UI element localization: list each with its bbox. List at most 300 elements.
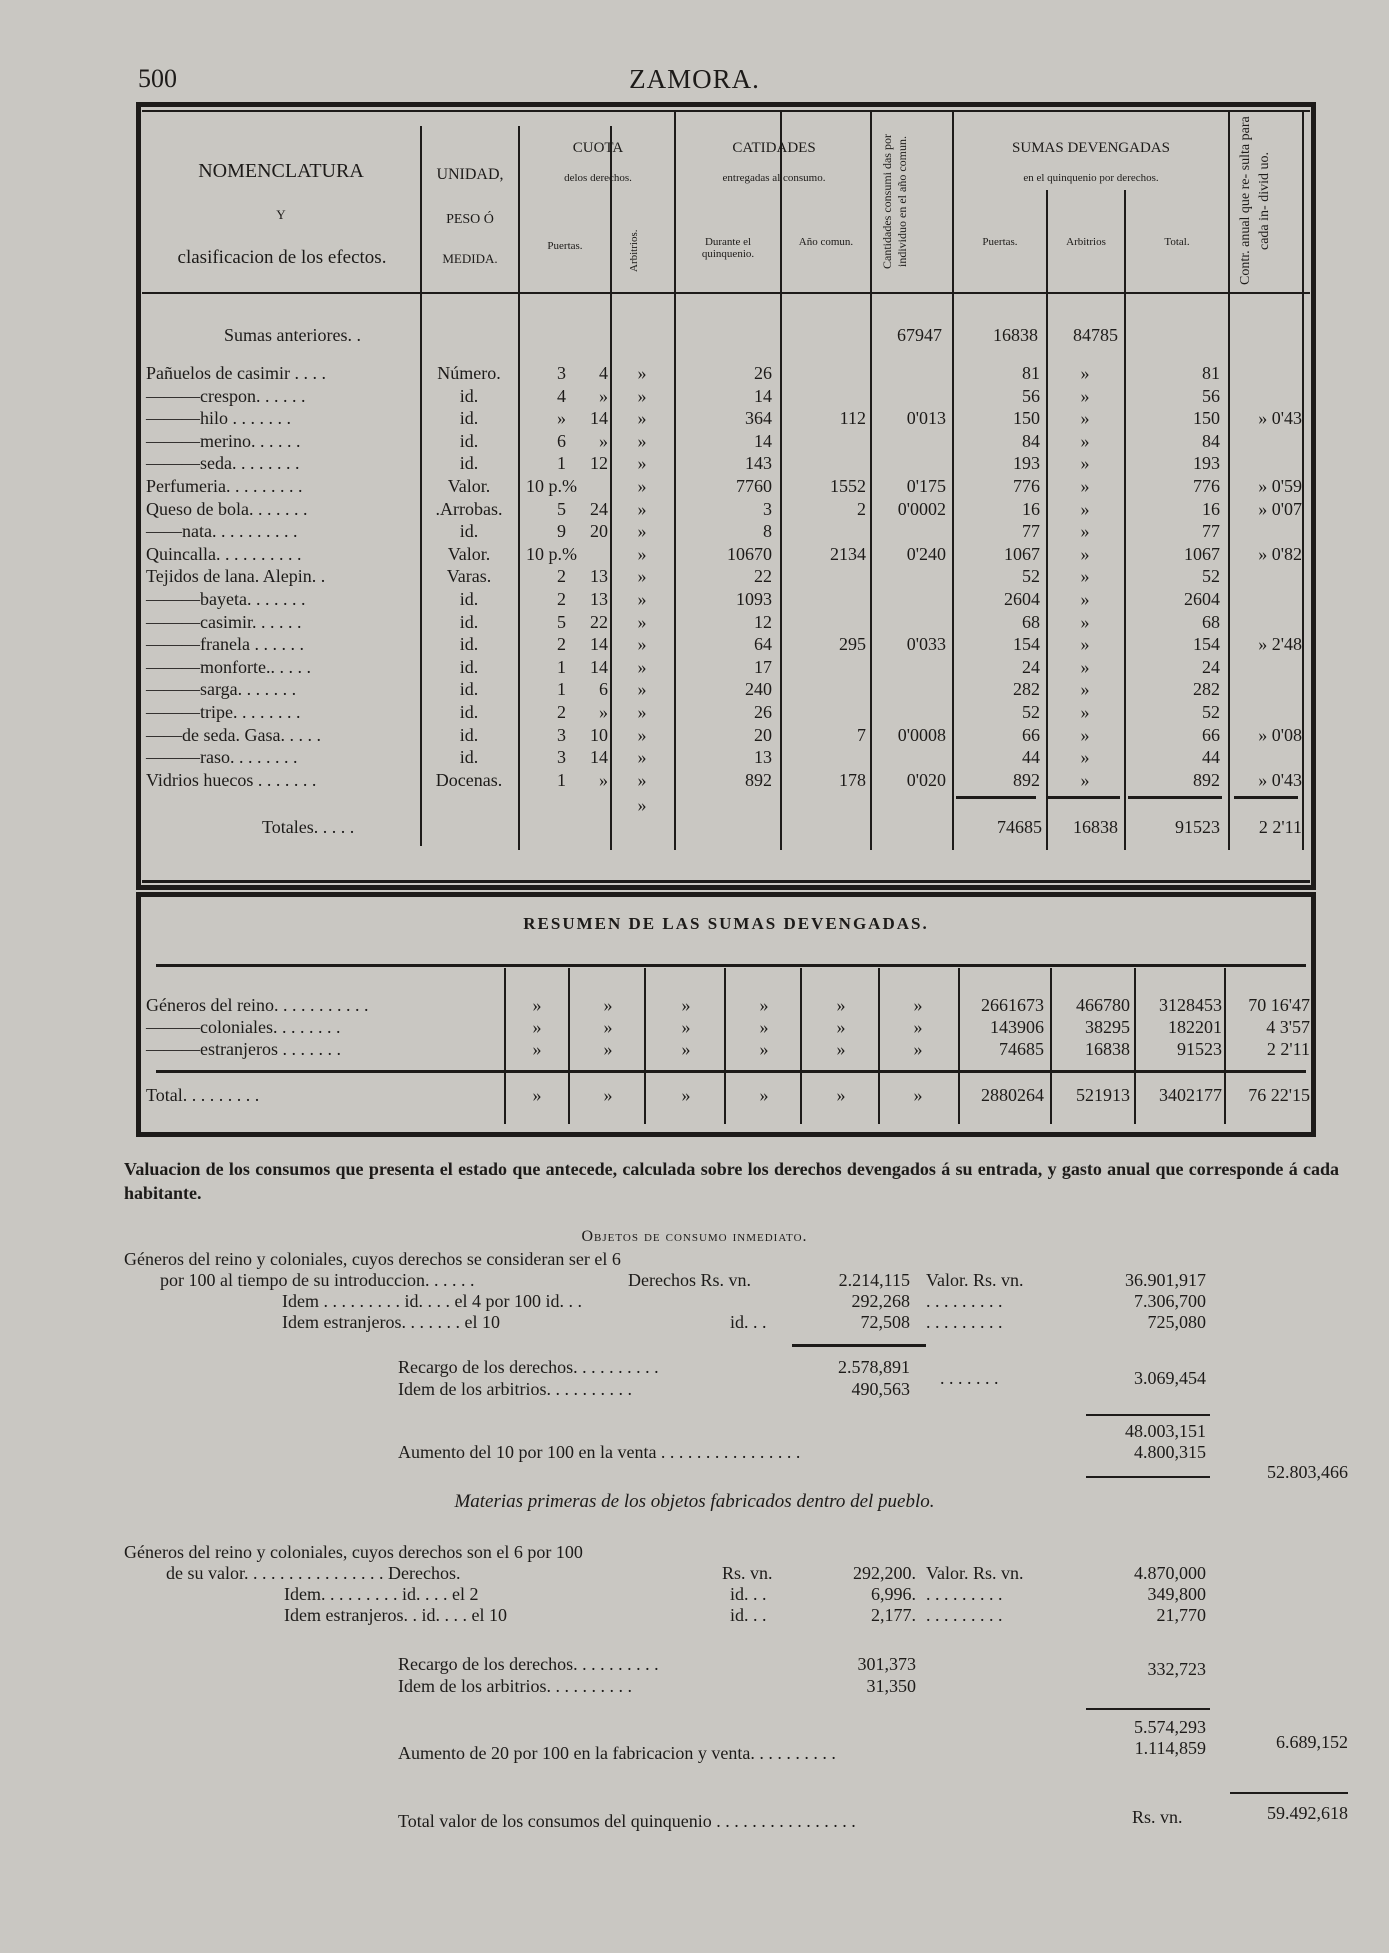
resumen-mark: » xyxy=(759,1039,769,1059)
sumas-anteriores-arbitrios: 84785 xyxy=(1073,325,1118,345)
header-sumas-sub: en el quinquenio por derechos. xyxy=(1023,172,1159,184)
resumen-title: RESUMEN DE LAS SUMAS DEVENGADAS. xyxy=(523,914,929,933)
item-cuota-arbitrios: » xyxy=(637,702,647,722)
item-cuota-arbitrios: » xyxy=(637,611,647,632)
s2-line3-id: id. . . xyxy=(730,1584,767,1604)
s2-final-value: 6.689,152 xyxy=(1276,1732,1348,1752)
item-unit: Valor. xyxy=(447,543,491,564)
total-valor-value: 59.492,618 xyxy=(1267,1803,1348,1823)
resumen-total: 3402177 xyxy=(1159,1085,1222,1105)
item-sumas-total: 24 xyxy=(1202,656,1220,677)
header-peso: PESO Ó xyxy=(446,212,494,227)
s2-line2-valor-value: 4.870,000 xyxy=(1134,1563,1206,1583)
header-durante: Durante el quinquenio. xyxy=(701,236,755,261)
resumen-mark: » xyxy=(836,1039,846,1059)
item-cuota-1: 3 xyxy=(557,724,566,745)
s1-sum-value: 3.069,454 xyxy=(1134,1368,1206,1388)
item-name: ———casimir. . . . . . xyxy=(146,611,302,632)
resumen-row xyxy=(0,1084,1389,1106)
item-cuota-1: 9 xyxy=(557,521,566,542)
item-cuota-1: 2 xyxy=(557,634,566,655)
item-sumas-total: 68 xyxy=(1202,611,1220,632)
item-sumas-puertas: 776 xyxy=(1013,476,1040,496)
s1-line1: Géneros del reino y coloniales, cuyos derechos se consideran ser el 6 xyxy=(124,1249,621,1269)
resumen-puertas: 2880264 xyxy=(981,1085,1044,1105)
resumen-name: Géneros del reino. . . . . . . . . . . xyxy=(146,995,369,1015)
table-row xyxy=(0,656,1389,678)
item-por-individuo: 0'033 xyxy=(906,634,946,655)
s1-line4-label: Idem estranjeros. . . . . . . el 10 xyxy=(282,1312,500,1332)
item-name: Vidrios huecos . . . . . . . xyxy=(146,769,317,790)
resumen-arbitrios: 521913 xyxy=(1076,1085,1130,1105)
s2-line3-label: Idem. . . . . . . . . id. . . . el 2 xyxy=(284,1584,479,1604)
totales-puertas: 74685 xyxy=(997,817,1042,837)
s2-line4-label: Idem estranjeros. . id. . . . el 10 xyxy=(284,1605,507,1625)
item-sumas-arbitrios: » xyxy=(1080,521,1090,542)
s2-recargo-value: 301,373 xyxy=(857,1654,916,1674)
item-quinquenio: 1093 xyxy=(736,589,772,609)
item-quinquenio: 240 xyxy=(745,679,772,700)
item-por-individuo: 0'0002 xyxy=(897,498,946,519)
table-row xyxy=(0,407,1389,429)
item-sumas-arbitrios: » xyxy=(1080,611,1090,632)
item-cuota-arbitrios: » xyxy=(637,589,647,609)
item-unit: id. xyxy=(459,656,479,677)
item-sumas-puertas: 193 xyxy=(1013,453,1040,474)
item-unit: Número. xyxy=(437,363,501,383)
item-sumas-arbitrios: » xyxy=(1080,543,1090,564)
item-unit: id. xyxy=(459,385,479,406)
s1-final-value: 52.803,466 xyxy=(1267,1462,1348,1482)
s1-recargo-value: 2.578,891 xyxy=(838,1357,910,1377)
item-cuota-arbitrios: » xyxy=(637,521,647,542)
item-sumas-total: 193 xyxy=(1193,453,1220,474)
item-sumas-total: 2604 xyxy=(1184,589,1220,609)
item-sumas-puertas: 52 xyxy=(1022,702,1040,722)
s1-arbitrios-value: 490,563 xyxy=(851,1379,910,1399)
item-sumas-total: 52 xyxy=(1202,702,1220,722)
item-cuota-1: 1 xyxy=(557,769,566,790)
resumen-mark: » xyxy=(913,1085,923,1105)
item-unit: Valor. xyxy=(447,476,491,496)
resumen-mark: » xyxy=(913,995,923,1015)
item-name: ———monforte.. . . . . xyxy=(146,656,311,677)
item-sumas-puertas: 52 xyxy=(1022,566,1040,587)
resumen-mark: » xyxy=(836,1085,846,1105)
resumen-row xyxy=(0,1038,1389,1060)
s2-line4-value: 2,177. xyxy=(871,1605,916,1625)
item-sumas-puertas: 81 xyxy=(1022,363,1040,383)
resumen-mark: » xyxy=(836,1017,846,1037)
item-contr: » 0'43 xyxy=(1258,408,1302,429)
item-cuota-arbitrios: » xyxy=(637,476,647,496)
item-sumas-total: 77 xyxy=(1202,521,1220,542)
resumen-arbitrios: 466780 xyxy=(1076,995,1130,1015)
resumen-mark: » xyxy=(759,1017,769,1037)
item-quinquenio: 364 xyxy=(745,408,772,429)
item-unit: .Arrobas. xyxy=(435,498,503,519)
item-unit: Docenas. xyxy=(435,769,503,790)
table-row xyxy=(0,362,1389,384)
header-cuota-puertas: Puertas. xyxy=(547,240,583,252)
item-sumas-total: 66 xyxy=(1202,724,1220,745)
resumen-contr: 70 16'47 xyxy=(1248,995,1310,1015)
s2-aumento-value: 1.114,859 xyxy=(1134,1738,1206,1758)
item-por-individuo: 0'020 xyxy=(906,769,946,790)
item-sumas-total: 16 xyxy=(1202,498,1220,519)
item-sumas-total: 52 xyxy=(1202,566,1220,587)
resumen-mark: » xyxy=(532,1039,542,1059)
item-quinquenio: 14 xyxy=(754,385,772,406)
item-sumas-puertas: 68 xyxy=(1022,611,1040,632)
item-quinquenio: 26 xyxy=(754,363,772,383)
s2-line2-label: de su valor. . . . . . . . . . . . . . . . Derechos. xyxy=(166,1563,461,1583)
header-cantidades-individuo: Cantidades consumi das por individuo en el año comun. xyxy=(880,134,909,270)
item-name: Tejidos de lana. Alepin. . xyxy=(146,566,326,587)
table-row xyxy=(0,701,1389,723)
header-nomenclatura: NOMENCLATURA xyxy=(198,160,364,182)
s1-recargo-label: Recargo de los derechos. . . . . . . . . . xyxy=(398,1357,659,1377)
item-quinquenio: 22 xyxy=(754,566,772,587)
section1-title: Objetos de consumo inmediato. xyxy=(581,1228,808,1245)
item-cuota-1: 3 xyxy=(557,363,566,383)
item-cuota-1: 1 xyxy=(557,453,566,474)
item-sumas-puertas: 1067 xyxy=(1004,543,1040,564)
item-unit: id. xyxy=(459,430,479,451)
resumen-mark: » xyxy=(532,995,542,1015)
item-unit: id. xyxy=(459,521,479,542)
table-row xyxy=(0,498,1389,520)
s1-aumento-value: 4.800,315 xyxy=(1134,1442,1206,1462)
resumen-mark: » xyxy=(681,1039,691,1059)
resumen-row xyxy=(0,994,1389,1016)
item-quinquenio: 13 xyxy=(754,747,772,768)
item-ano-comun: 2134 xyxy=(830,543,866,564)
item-cuota-arbitrios: » xyxy=(637,634,647,655)
table-row xyxy=(0,746,1389,768)
item-cuota-arbitrios: » xyxy=(637,408,647,429)
item-quinquenio: 64 xyxy=(754,634,772,655)
s1-line3-dots: . . . . . . . . . xyxy=(926,1291,1003,1311)
s1-arbitrios-label: Idem de los arbitrios. . . . . . . . . . xyxy=(398,1379,632,1399)
table-row xyxy=(0,611,1389,633)
item-sumas-arbitrios: » xyxy=(1080,656,1090,677)
header-cuota-sub: delos derechos. xyxy=(564,172,632,184)
item-unit: id. xyxy=(459,611,479,632)
s1-line3-value: 292,268 xyxy=(851,1291,910,1311)
item-quinquenio: 7760 xyxy=(736,476,772,496)
s2-aumento-label: Aumento de 20 por 100 en la fabricacion y venta. . . . . . . . . . xyxy=(398,1743,836,1763)
item-sumas-arbitrios: » xyxy=(1080,476,1090,496)
item-cuota-arbitrios: » xyxy=(637,656,647,677)
s1-line2-valor: Valor. Rs. vn. xyxy=(926,1270,1024,1290)
item-cuota-1: 5 xyxy=(557,498,566,519)
item-cuota-2: » xyxy=(599,385,608,406)
item-cuota-1: 6 xyxy=(557,430,566,451)
item-sumas-puertas: 282 xyxy=(1013,679,1040,700)
resumen-mark: » xyxy=(681,1017,691,1037)
item-sumas-puertas: 56 xyxy=(1022,385,1040,406)
s2-line1: Géneros del reino y coloniales, cuyos derechos son el 6 por 100 xyxy=(124,1542,583,1562)
item-name: ——nata. . . . . . . . . . xyxy=(146,521,298,542)
resumen-mark: » xyxy=(759,1085,769,1105)
resumen-puertas: 74685 xyxy=(999,1039,1044,1059)
item-cuota-arbitrios: » xyxy=(637,679,647,700)
s1-line2-derechos: Derechos Rs. vn. xyxy=(628,1270,751,1290)
item-cuota-2: 4 xyxy=(599,363,608,383)
s1-sum-dots: . . . . . . . xyxy=(940,1368,999,1388)
header-sumas-arbitrios: Arbitrios xyxy=(1066,236,1106,248)
item-sumas-total: 1067 xyxy=(1184,543,1220,564)
resumen-mark: » xyxy=(532,1085,542,1105)
valuacion-heading: Valuacion de los consumos que presenta el estado que antecede, calculada sobre los derechos devengados á su entrada, y gasto anual que corresponde á cada habitante. xyxy=(124,1159,1339,1203)
header-contr-anual: Contr. anual que re- sulta para cada in- divid uo. xyxy=(1238,116,1272,286)
header-catidades-sub: entregadas al consumo. xyxy=(722,172,826,184)
resumen-mark: » xyxy=(603,995,613,1015)
item-cuota-2: 12 xyxy=(590,453,608,474)
s2-recargo-label: Recargo de los derechos. . . . . . . . . . xyxy=(398,1654,659,1674)
item-cuota-1: 1 xyxy=(557,679,566,700)
item-contr: » 2'48 xyxy=(1258,634,1302,655)
item-ano-comun: 2 xyxy=(857,498,866,519)
s1-line2-valor-value: 36.901,917 xyxy=(1125,1270,1206,1290)
item-quinquenio: 26 xyxy=(754,702,772,722)
item-cuota-2: 14 xyxy=(590,656,608,677)
total-valor-label: Total valor de los consumos del quinquenio . . . . . . . . . . . . . . . . xyxy=(398,1811,856,1831)
table-row xyxy=(0,385,1389,407)
item-cuota-1: 2 xyxy=(557,589,566,609)
item-sumas-arbitrios: » xyxy=(1080,498,1090,519)
item-quinquenio: 17 xyxy=(754,656,772,677)
resumen-row xyxy=(0,1016,1389,1038)
s2-line2-rs: Rs. vn. xyxy=(722,1563,773,1583)
item-cuota-2: 22 xyxy=(590,611,608,632)
table-row xyxy=(0,452,1389,474)
s2-line3-value: 6,996. xyxy=(871,1584,916,1604)
table-row xyxy=(0,633,1389,655)
item-cuota-2: 6 xyxy=(599,679,608,700)
item-sumas-arbitrios: » xyxy=(1080,679,1090,700)
table-row xyxy=(0,678,1389,700)
item-quinquenio: 892 xyxy=(745,769,772,790)
item-cuota-2: 10 xyxy=(590,724,608,745)
sumas-anteriores-ind: 67947 xyxy=(897,325,942,345)
item-por-individuo: 0'013 xyxy=(906,408,946,429)
item-name: ———sarga. . . . . . . xyxy=(146,679,297,700)
item-contr: » 0'82 xyxy=(1258,543,1302,564)
s1-line2-label: por 100 al tiempo de su introduccion. . . . . . xyxy=(160,1270,475,1290)
item-cuota-1: 2 xyxy=(557,702,566,722)
resumen-name: ———coloniales. . . . . . . . xyxy=(146,1017,341,1037)
item-cuota-2: 14 xyxy=(590,408,608,429)
resumen-mark: » xyxy=(603,1039,613,1059)
item-sumas-total: 154 xyxy=(1193,634,1220,655)
item-sumas-total: 81 xyxy=(1202,363,1220,383)
item-ano-comun: 112 xyxy=(839,408,866,429)
item-unit: Varas. xyxy=(446,566,492,587)
item-sumas-puertas: 44 xyxy=(1022,747,1040,768)
totales-row xyxy=(0,795,1389,838)
item-name: ———franela . . . . . . xyxy=(146,634,304,655)
totales-contr: 2 2'11 xyxy=(1258,817,1302,837)
resumen-arbitrios: 38295 xyxy=(1085,1017,1130,1037)
item-unit: id. xyxy=(459,747,479,768)
item-cuota-arbitrios: » xyxy=(637,769,647,790)
item-por-individuo: 0'0008 xyxy=(897,724,946,745)
s2-line2-valor: Valor. Rs. vn. xyxy=(926,1563,1024,1583)
item-name: ——de seda. Gasa. . . . . xyxy=(146,724,321,745)
item-sumas-arbitrios: » xyxy=(1080,453,1090,474)
totales-arbitrios-mark: » xyxy=(637,795,647,815)
table-row xyxy=(0,588,1389,610)
resumen-name: Total. . . . . . . . . xyxy=(146,1085,260,1105)
item-sumas-arbitrios: » xyxy=(1080,363,1090,383)
s2-sum-value: 332,723 xyxy=(1147,1659,1206,1679)
total-valor-unit: Rs. vn. xyxy=(1132,1807,1183,1827)
item-unit: id. xyxy=(459,724,479,745)
s2-arbitrios-label: Idem de los arbitrios. . . . . . . . . . xyxy=(398,1676,632,1696)
item-ano-comun: 178 xyxy=(839,769,866,790)
item-sumas-puertas: 77 xyxy=(1022,521,1040,542)
item-sumas-total: 150 xyxy=(1193,408,1220,429)
item-contr: » 0'43 xyxy=(1258,769,1302,790)
header-cuota-arbitrios: Arbitrios. xyxy=(628,229,640,273)
item-sumas-puertas: 24 xyxy=(1022,656,1040,677)
item-cuota-arbitrios: » xyxy=(637,566,647,587)
item-sumas-arbitrios: » xyxy=(1080,702,1090,722)
s1-line4-id: id. . . xyxy=(730,1312,767,1332)
table-row xyxy=(0,543,1389,565)
item-sumas-arbitrios: » xyxy=(1080,566,1090,587)
sumas-anteriores-puertas: 16838 xyxy=(993,325,1038,345)
resumen-contr: 2 2'11 xyxy=(1266,1039,1310,1059)
header-cuota: CUOTA xyxy=(572,140,624,156)
resumen-total: 91523 xyxy=(1177,1039,1222,1059)
item-unit: id. xyxy=(459,408,479,429)
item-name: ———hilo . . . . . . . xyxy=(146,408,292,429)
item-name: ———tripe. . . . . . . . xyxy=(146,702,301,722)
page-number: 500 xyxy=(138,64,177,93)
item-name: ———merino. . . . . . xyxy=(146,430,301,451)
item-name: Perfumeria. . . . . . . . . xyxy=(146,476,303,496)
item-cuota-2: 13 xyxy=(590,566,608,587)
item-cuota-1: 4 xyxy=(557,385,566,406)
header-sumas-puertas: Puertas. xyxy=(982,236,1018,248)
table-row xyxy=(0,724,1389,746)
s2-line3-valor: 349,800 xyxy=(1147,1584,1206,1604)
item-cuota-arbitrios: » xyxy=(637,747,647,768)
item-contr: » 0'59 xyxy=(1258,476,1302,496)
item-cuota-1: » xyxy=(557,408,566,429)
resumen-total: 3128453 xyxy=(1159,995,1222,1015)
sumas-anteriores-row xyxy=(0,324,1389,346)
item-unit: id. xyxy=(459,634,479,655)
item-quinquenio: 8 xyxy=(763,521,772,542)
item-cuota-arbitrios: » xyxy=(637,453,647,474)
totales-label: Totales. . . . . xyxy=(262,817,355,837)
resumen-contr: 76 22'15 xyxy=(1248,1085,1310,1105)
resumen-puertas: 143906 xyxy=(990,1017,1044,1037)
item-cuota-1: 10 p.% xyxy=(526,476,577,496)
item-cuota-arbitrios: » xyxy=(637,363,647,383)
item-cuota-arbitrios: » xyxy=(637,385,647,406)
item-ano-comun: 295 xyxy=(839,634,866,655)
header-ano: Año comun. xyxy=(798,236,854,248)
s2-line4-valor: 21,770 xyxy=(1156,1605,1206,1625)
page-title: ZAMORA. xyxy=(629,64,760,94)
item-quinquenio: 143 xyxy=(745,453,772,474)
item-por-individuo: 0'240 xyxy=(906,543,946,564)
section2-title: Materias primeras de los objetos fabricados dentro del pueblo. xyxy=(454,1491,935,1512)
item-sumas-arbitrios: » xyxy=(1080,408,1090,429)
item-name: ———crespon. . . . . . xyxy=(146,385,306,406)
s2-line4-dots: . . . . . . . . . xyxy=(926,1605,1003,1625)
item-unit: id. xyxy=(459,589,479,609)
item-sumas-total: 776 xyxy=(1193,476,1220,496)
s1-line3-label: Idem . . . . . . . . . id. . . . el 4 por 100 id. . . xyxy=(282,1291,582,1311)
s2-line4-id: id. . . xyxy=(730,1605,767,1625)
item-sumas-arbitrios: » xyxy=(1080,430,1090,451)
item-ano-comun: 1552 xyxy=(830,476,866,496)
totales-arbitrios: 16838 xyxy=(1073,817,1118,837)
item-cuota-2: » xyxy=(599,769,608,790)
s1-line4-valor: 725,080 xyxy=(1147,1312,1206,1332)
table-row xyxy=(0,565,1389,587)
item-sumas-arbitrios: » xyxy=(1080,769,1090,790)
item-unit: id. xyxy=(459,453,479,474)
item-quinquenio: 20 xyxy=(754,724,772,745)
item-cuota-arbitrios: » xyxy=(637,724,647,745)
item-name: ———raso. . . . . . . . xyxy=(146,747,298,768)
item-cuota-2: » xyxy=(599,702,608,722)
resumen-mark: » xyxy=(532,1017,542,1037)
item-cuota-arbitrios: » xyxy=(637,498,647,519)
header-y: Y xyxy=(276,207,286,222)
item-quinquenio: 3 xyxy=(763,498,772,519)
item-cuota-2: » xyxy=(599,430,608,451)
item-sumas-puertas: 84 xyxy=(1022,430,1040,451)
item-sumas-puertas: 154 xyxy=(1013,634,1040,655)
resumen-mark: » xyxy=(603,1017,613,1037)
item-sumas-total: 56 xyxy=(1202,385,1220,406)
item-por-individuo: 0'175 xyxy=(906,476,946,496)
item-sumas-arbitrios: » xyxy=(1080,724,1090,745)
resumen-contr: 4 3'57 xyxy=(1266,1017,1310,1037)
resumen-mark: » xyxy=(836,995,846,1015)
item-sumas-arbitrios: » xyxy=(1080,747,1090,768)
item-sumas-arbitrios: » xyxy=(1080,589,1090,609)
item-ano-comun: 7 xyxy=(857,724,866,745)
resumen-mark: » xyxy=(681,1085,691,1105)
item-cuota-1: 10 p.% xyxy=(526,543,577,564)
item-quinquenio: 10670 xyxy=(727,543,772,564)
item-cuota-arbitrios: » xyxy=(637,430,647,451)
resumen-puertas: 2661673 xyxy=(981,995,1044,1015)
item-cuota-1: 1 xyxy=(557,656,566,677)
s1-subtotal: 48.003,151 xyxy=(1125,1421,1206,1441)
resumen-mark: » xyxy=(759,995,769,1015)
item-cuota-1: 2 xyxy=(557,566,566,587)
item-quinquenio: 12 xyxy=(754,611,772,632)
s1-line4-value: 72,508 xyxy=(860,1312,910,1332)
sumas-anteriores-label: Sumas anteriores. . xyxy=(224,325,361,345)
s1-aumento-label: Aumento del 10 por 100 en la venta . . . . . . . . . . . . . . . . xyxy=(398,1442,801,1462)
s1-line3-valor: 7.306,700 xyxy=(1134,1291,1206,1311)
item-name: Queso de bola. . . . . . . xyxy=(146,498,308,519)
resumen-total: 182201 xyxy=(1168,1017,1222,1037)
item-cuota-1: 5 xyxy=(557,611,566,632)
item-cuota-2: 20 xyxy=(590,521,608,542)
